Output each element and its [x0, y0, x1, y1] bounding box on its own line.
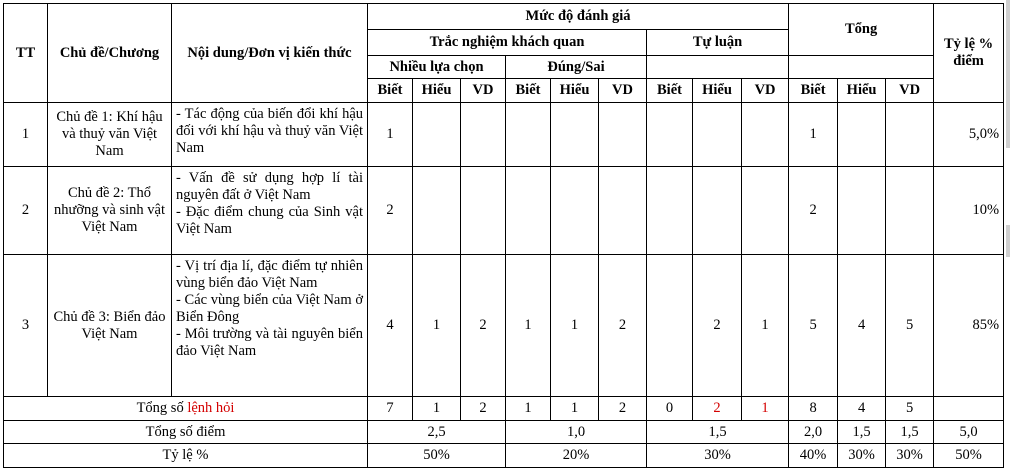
row-ratio: 5,0%	[934, 103, 1004, 167]
cell	[647, 103, 693, 167]
row-ratio: 85%	[934, 255, 1004, 397]
cell: 2	[461, 397, 506, 421]
cell: 1	[742, 255, 789, 397]
points-total-biet: 2,0	[789, 421, 838, 444]
level-vd: VD	[886, 79, 934, 103]
cell: 4	[368, 255, 413, 397]
cell	[647, 255, 693, 397]
content-item: - Vấn đề sử dụng hợp lí tài nguyên đất ở Việt Nam	[176, 170, 363, 203]
header-mcq-group: Trắc nghiệm khách quan	[368, 30, 647, 56]
row-content	[172, 103, 368, 167]
level-biet: Biết	[647, 79, 693, 103]
scroll-edge-strip	[1006, 225, 1010, 257]
header-true-false: Đúng/Sai	[506, 56, 647, 79]
cell: 2	[789, 167, 838, 255]
points-true-false: 1,0	[506, 421, 647, 444]
cell: 7	[368, 397, 413, 421]
row-topic: Chủ đề 2: Thổ nhưỡng và sinh vật Việt Nam	[48, 167, 172, 255]
cell: 1	[506, 255, 551, 397]
cell	[506, 167, 551, 255]
points-label: Tổng số điểm	[4, 421, 368, 444]
header-tt: TT	[4, 4, 48, 103]
percent-essay: 30%	[647, 444, 789, 468]
table-row	[4, 167, 1004, 255]
cell: 2	[693, 397, 742, 421]
cell	[742, 103, 789, 167]
level-biet: Biết	[368, 79, 413, 103]
content-item: - Các vùng biển của Việt Nam ở Biển Đông	[176, 292, 363, 325]
header-total-blank	[789, 56, 934, 79]
totals-ratio	[934, 397, 1004, 421]
points-total-vd: 1,5	[886, 421, 934, 444]
level-vd: VD	[599, 79, 647, 103]
cell	[742, 167, 789, 255]
percent-total-biet: 40%	[789, 444, 838, 468]
points-row	[4, 421, 1004, 444]
cell: 1	[551, 397, 599, 421]
level-hieu: Hiểu	[413, 79, 461, 103]
points-multi-choice: 2,5	[368, 421, 506, 444]
header-ratio: Tỷ lệ % điểm	[934, 4, 1004, 103]
cell: 1	[742, 397, 789, 421]
header-row-1	[4, 4, 1004, 30]
cell: 1	[506, 397, 551, 421]
table-row	[4, 255, 1004, 397]
percent-total-vd: 30%	[886, 444, 934, 468]
cell: 1	[413, 397, 461, 421]
points-total-hieu: 1,5	[838, 421, 886, 444]
level-biet: Biết	[506, 79, 551, 103]
cell	[838, 103, 886, 167]
cell: 5	[886, 397, 934, 421]
cell: 5	[886, 255, 934, 397]
row-topic: Chủ đề 1: Khí hậu và thuỷ văn Việt Nam	[48, 103, 172, 167]
cell	[551, 167, 599, 255]
content-item: - Vị trí địa lí, đặc điểm tự nhiên vùng biển đảo Việt Nam	[176, 258, 363, 291]
cell: 4	[838, 397, 886, 421]
cell: 0	[647, 397, 693, 421]
row-content	[172, 255, 368, 397]
header-essay: Tự luận	[647, 30, 789, 56]
percent-label: Tỷ lệ %	[4, 444, 368, 468]
cell	[886, 167, 934, 255]
percent-total-hieu: 30%	[838, 444, 886, 468]
percent-multi-choice: 50%	[368, 444, 506, 468]
cell	[461, 167, 506, 255]
table-row	[4, 103, 1004, 167]
row-topic: Chủ đề 3: Biển đảo Việt Nam	[48, 255, 172, 397]
cell	[838, 167, 886, 255]
cell	[647, 167, 693, 255]
row-tt: 1	[4, 103, 48, 167]
points-essay: 1,5	[647, 421, 789, 444]
cell	[506, 103, 551, 167]
cell	[413, 167, 461, 255]
content-item: - Tác động của biến đổi khí hậu đối với khí hậu và thuỷ văn Việt Nam	[176, 106, 363, 156]
cell: 2	[693, 255, 742, 397]
points-ratio: 5,0	[934, 421, 1004, 444]
level-hieu: Hiểu	[838, 79, 886, 103]
cell: 1	[789, 103, 838, 167]
cell: 2	[599, 255, 647, 397]
header-chapter: Chủ đề/Chương	[48, 4, 172, 103]
cell: 4	[838, 255, 886, 397]
scroll-edge-strip	[1006, 0, 1010, 148]
cell	[413, 103, 461, 167]
row-content	[172, 167, 368, 255]
assessment-matrix-table	[3, 3, 1004, 468]
percent-row	[4, 444, 1004, 468]
row-ratio: 10%	[934, 167, 1004, 255]
cell: 2	[368, 167, 413, 255]
cell: 5	[789, 255, 838, 397]
content-item: - Môi trường và tài nguyên biển đảo Việt Nam	[176, 326, 363, 359]
totals-label	[4, 397, 368, 421]
percent-ratio: 50%	[934, 444, 1004, 468]
header-total: Tổng	[789, 4, 934, 56]
header-content: Nội dung/Đơn vị kiến thức	[172, 4, 368, 103]
content-item: - Đặc điểm chung của Sinh vật Việt Nam	[176, 204, 363, 237]
cell	[599, 103, 647, 167]
level-vd: VD	[461, 79, 506, 103]
header-essay-blank	[647, 56, 789, 79]
cell	[461, 103, 506, 167]
percent-true-false: 20%	[506, 444, 647, 468]
cell: 1	[413, 255, 461, 397]
cell: 8	[789, 397, 838, 421]
cell	[599, 167, 647, 255]
cell	[886, 103, 934, 167]
level-vd: VD	[742, 79, 789, 103]
header-multi-choice: Nhiều lựa chọn	[368, 56, 506, 79]
level-hieu: Hiểu	[693, 79, 742, 103]
totals-label-prefix: Tổng số	[136, 400, 184, 416]
cell: 1	[368, 103, 413, 167]
cell: 1	[551, 255, 599, 397]
cell: 2	[599, 397, 647, 421]
cell	[693, 167, 742, 255]
level-biet: Biết	[789, 79, 838, 103]
totals-row	[4, 397, 1004, 421]
totals-label-highlight: lệnh hỏi	[187, 400, 235, 416]
row-tt: 3	[4, 255, 48, 397]
level-hieu: Hiểu	[551, 79, 599, 103]
header-assessment-level: Mức độ đánh giá	[368, 4, 789, 30]
cell	[551, 103, 599, 167]
row-tt: 2	[4, 167, 48, 255]
cell	[693, 103, 742, 167]
cell: 2	[461, 255, 506, 397]
